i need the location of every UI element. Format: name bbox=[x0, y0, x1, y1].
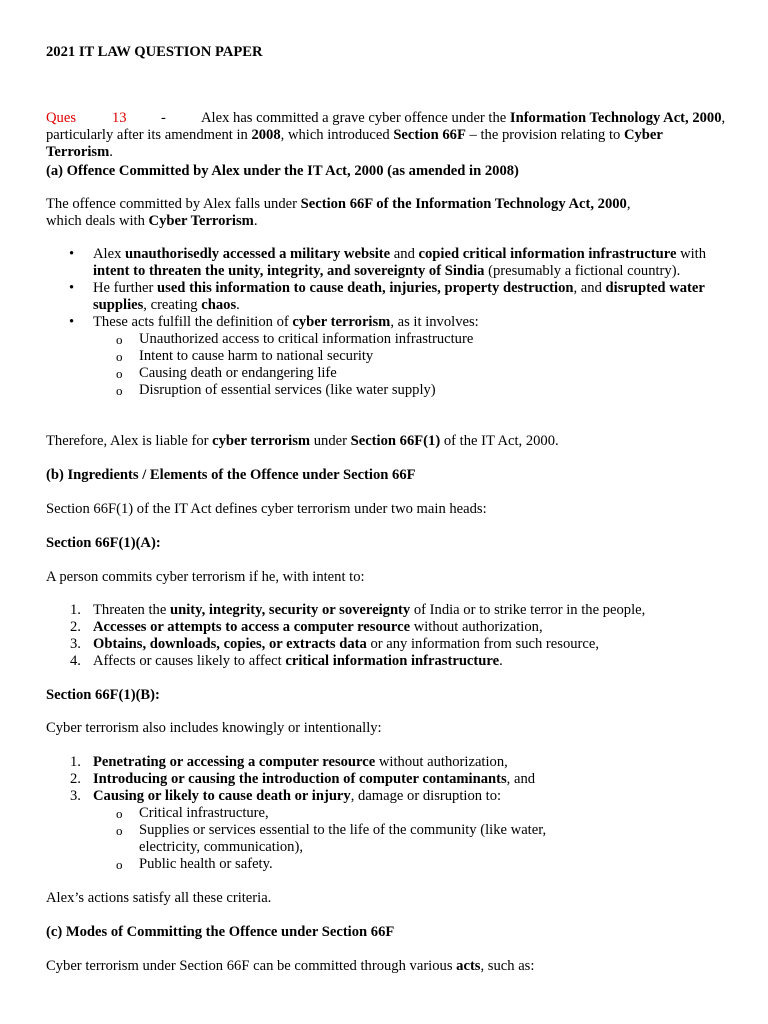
item-bold: used this information to cause death, injuries, property destruction bbox=[157, 280, 574, 296]
sub-list-item: o Intent to cause harm to national security bbox=[139, 348, 721, 365]
item-number: 4. bbox=[70, 653, 81, 669]
conclusion-text: under bbox=[310, 433, 351, 449]
question-number: 13 bbox=[112, 109, 127, 126]
question-text: Alex has committed a grave cyber offence under the bbox=[201, 109, 510, 126]
item-text: He further bbox=[93, 280, 158, 296]
item-bold: intent to threaten the unity, integrity, and sovereignty of Sindia bbox=[93, 263, 485, 279]
section-c-heading: (c) Modes of Committing the Offence under Section 66F bbox=[46, 924, 395, 940]
sub-list bbox=[93, 331, 721, 399]
item-text: , damage or disruption to: bbox=[350, 788, 502, 804]
item-number: 2. bbox=[70, 619, 81, 635]
item-text: without authorization, bbox=[410, 619, 543, 635]
item-bold: Penetrating or accessing a computer resource bbox=[93, 754, 376, 770]
intro-bold: acts bbox=[456, 958, 481, 974]
conclusion-text: Therefore, Alex is liable for bbox=[46, 433, 213, 449]
page-title: 2021 IT LAW QUESTION PAPER bbox=[46, 44, 263, 60]
item-number: 3. bbox=[70, 788, 81, 804]
list-item bbox=[93, 314, 721, 399]
section-c-intro bbox=[46, 958, 534, 975]
section-66f-1-a-list bbox=[70, 602, 721, 670]
numbered-item bbox=[70, 788, 721, 873]
item-text: These acts fulfill the definition of bbox=[93, 314, 293, 330]
section-66f-1-b-intro: Cyber terrorism also includes knowingly or intentionally: bbox=[46, 720, 382, 736]
numbered-item bbox=[70, 602, 721, 619]
item-text: of India or to strike terror in the people, bbox=[410, 602, 646, 618]
section-66f-1-a-intro: A person commits cyber terrorism if he, with intent to: bbox=[46, 569, 365, 585]
intro-text: . bbox=[253, 213, 258, 229]
question-label: Ques bbox=[46, 109, 76, 126]
item-bold: Causing or likely to cause death or injury bbox=[93, 788, 351, 804]
item-text: (presumably a fictional country). bbox=[484, 263, 681, 279]
section-a-bullets bbox=[93, 246, 721, 399]
item-bold: disrupted water supplies bbox=[93, 280, 705, 313]
section-66f-1-a-heading: Section 66F(1)(A): bbox=[46, 535, 161, 551]
sub-list-item: o Public health or safety. bbox=[139, 856, 549, 873]
item-text: , and bbox=[506, 771, 536, 787]
item-bold: Accesses or attempts to access a computer resource bbox=[93, 619, 411, 635]
list-item bbox=[93, 246, 721, 280]
item-text: Threaten the bbox=[93, 602, 170, 618]
question-text: – the provision relating to bbox=[465, 126, 624, 143]
question-text: , which introduced bbox=[280, 126, 394, 143]
item-bold: unauthorisedly accessed a military website bbox=[125, 246, 391, 262]
item-text: Alex bbox=[93, 246, 126, 262]
item-bold: Obtains, downloads, copies, or extracts data bbox=[93, 636, 367, 652]
item-text: and bbox=[390, 246, 419, 262]
item-text: . bbox=[236, 297, 240, 313]
sub-list-item: o Supplies or services essential to the life of the community (like water, electricity, communication), bbox=[139, 822, 549, 856]
item-text: or any information from such resource, bbox=[366, 636, 600, 652]
section-b-heading: (b) Ingredients / Elements of the Offence under Section 66F bbox=[46, 467, 416, 483]
question-dash: - bbox=[161, 109, 166, 126]
section-a-intro bbox=[46, 196, 646, 230]
question-text: , particularly after its amendment in bbox=[46, 109, 726, 143]
intro-bold: Section 66F of the Information Technology Act, 2000 bbox=[300, 196, 627, 212]
item-number: 2. bbox=[70, 771, 81, 787]
numbered-item bbox=[70, 636, 721, 653]
item-text: , as it involves: bbox=[390, 314, 479, 330]
sub-list-item: o Critical infrastructure, bbox=[139, 805, 549, 822]
section-b-closing: Alex’s actions satisfy all these criteria. bbox=[46, 890, 272, 906]
item-number: 3. bbox=[70, 636, 81, 652]
intro-bold: Cyber Terrorism bbox=[148, 213, 254, 229]
numbered-item bbox=[70, 619, 721, 636]
item-bold: Introducing or causing the introduction of computer contaminants bbox=[93, 771, 507, 787]
intro-text: , which deals with bbox=[46, 196, 631, 229]
item-number: 1. bbox=[70, 754, 81, 770]
item-bold: critical information infrastructure bbox=[285, 653, 500, 669]
question-bold: 2008 bbox=[251, 126, 281, 143]
question-paragraph bbox=[46, 110, 726, 161]
intro-text: The offence committed by Alex falls under bbox=[46, 196, 301, 212]
question-bold: Cyber Terrorism bbox=[46, 126, 663, 160]
item-text: , and bbox=[573, 280, 606, 296]
section-a-heading: (a) Offence Committed by Alex under the IT Act, 2000 (as amended in 2008) bbox=[46, 163, 519, 179]
conclusion-text: of the IT Act, 2000. bbox=[440, 433, 559, 449]
conclusion-bold: cyber terrorism bbox=[212, 433, 311, 449]
numbered-item bbox=[70, 754, 721, 771]
question-bold: Information Technology Act, 2000 bbox=[509, 109, 722, 126]
item-text: Affects or causes likely to affect bbox=[93, 653, 286, 669]
numbered-item bbox=[70, 771, 721, 788]
sub-list bbox=[93, 805, 549, 873]
question-text: . bbox=[109, 143, 113, 160]
conclusion-bold: Section 66F(1) bbox=[350, 433, 441, 449]
item-text: without authorization, bbox=[375, 754, 508, 770]
item-text: with bbox=[676, 246, 707, 262]
section-66f-1-b-list bbox=[70, 754, 721, 873]
question-bold: Section 66F bbox=[393, 126, 466, 143]
item-bold: copied critical information infrastructure bbox=[418, 246, 677, 262]
sub-list-item: o Disruption of essential services (like water supply) bbox=[139, 382, 721, 399]
section-66f-1-b-heading: Section 66F(1)(B): bbox=[46, 687, 160, 703]
intro-text: Cyber terrorism under Section 66F can be committed through various bbox=[46, 958, 457, 974]
sub-list-item: o Causing death or endangering life bbox=[139, 365, 721, 382]
intro-text: , such as: bbox=[480, 958, 535, 974]
sub-list-item: o Unauthorized access to critical information infrastructure bbox=[139, 331, 721, 348]
section-a-conclusion bbox=[46, 433, 559, 450]
numbered-item bbox=[70, 653, 721, 670]
item-bold: cyber terrorism bbox=[292, 314, 391, 330]
list-item bbox=[93, 280, 721, 314]
item-bold: chaos bbox=[201, 297, 237, 313]
item-text: , creating bbox=[143, 297, 202, 313]
section-b-intro: Section 66F(1) of the IT Act defines cyber terrorism under two main heads: bbox=[46, 501, 487, 517]
item-number: 1. bbox=[70, 602, 81, 618]
item-text: . bbox=[499, 653, 503, 669]
item-bold: unity, integrity, security or sovereignty bbox=[169, 602, 411, 618]
